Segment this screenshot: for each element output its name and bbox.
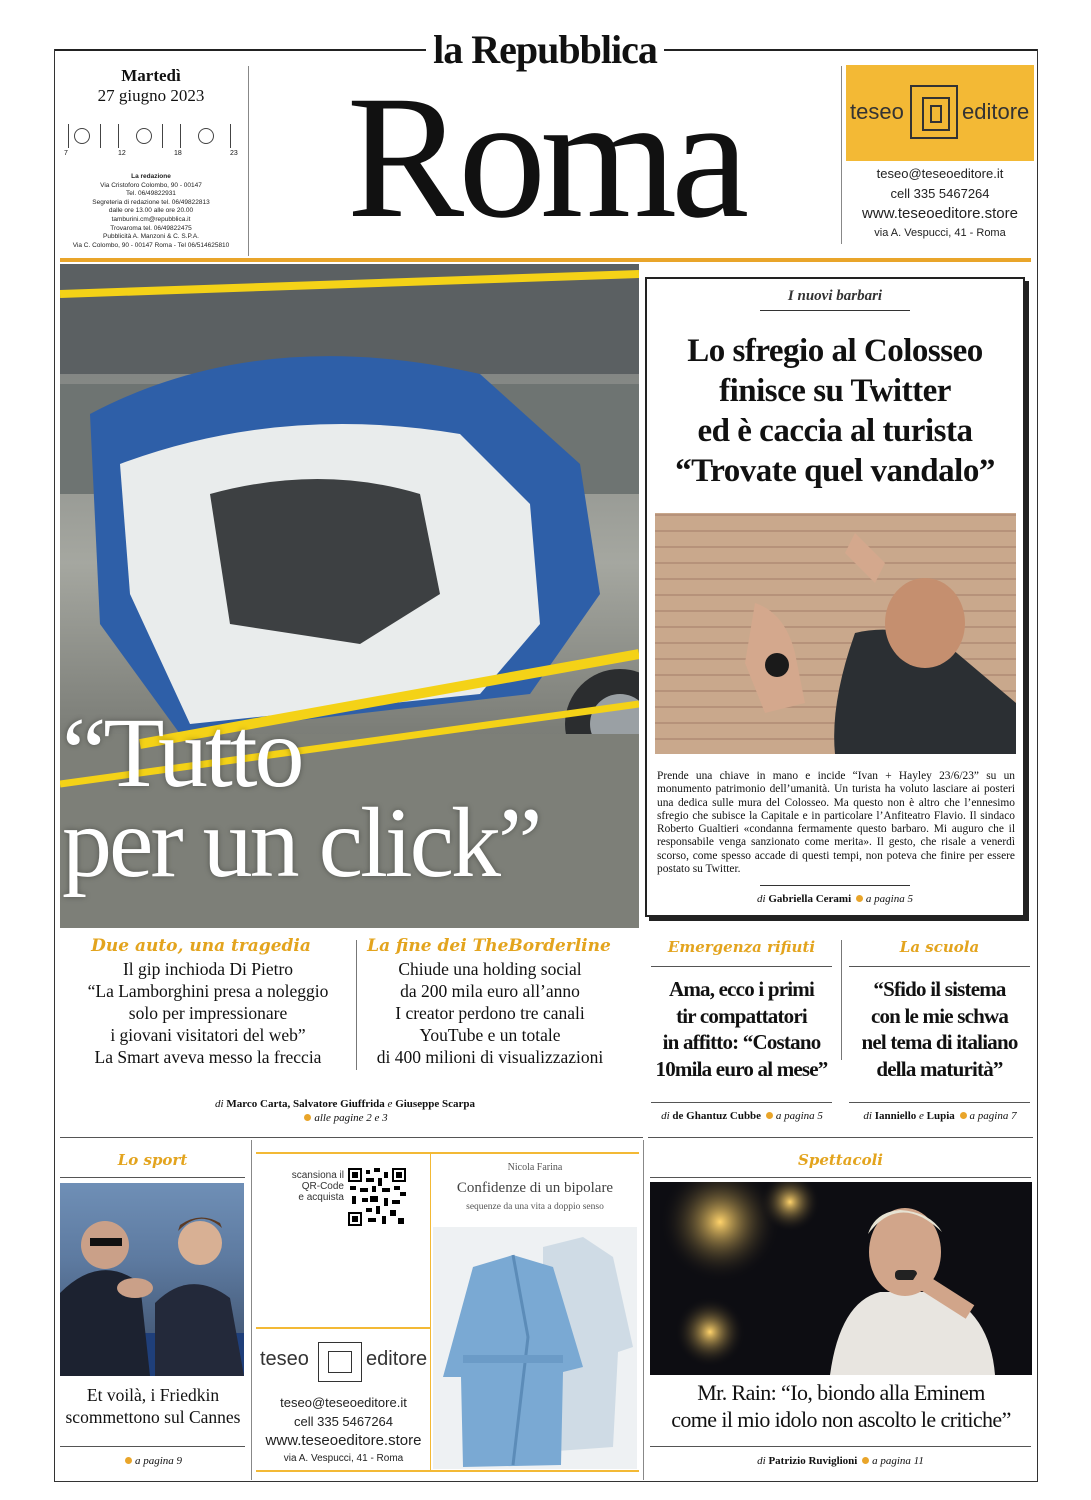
qr-code-icon[interactable] [348, 1168, 406, 1226]
divider [650, 1177, 1031, 1178]
sub-story-summary[interactable]: Il gip inchioda Di Pietro “La Lamborghini presa a noleggio solo per impressionare i giovani visitatori del web” La Smart aveva messo la freccia [87, 959, 329, 1067]
labyrinth-icon [318, 1342, 362, 1382]
divider [643, 1140, 644, 1480]
scuola-byline: di Ianniello e Lupia a pagina 7 [863, 1110, 1017, 1122]
ad-phone: cell 335 5467264 [890, 186, 990, 201]
divider [248, 66, 249, 256]
friedkin-photo[interactable] [60, 1183, 244, 1376]
colosseum-vandal-photo[interactable] [655, 513, 1016, 754]
city-title: Roma [346, 60, 744, 255]
header-orange-rule [60, 258, 1031, 262]
bullet-icon [960, 1112, 967, 1119]
divider [849, 966, 1030, 967]
masthead-rule-right [664, 49, 1038, 51]
teseo-ad-logo[interactable]: teseo editore [846, 65, 1034, 161]
divider [648, 1137, 1033, 1138]
teseo-ad-contacts [846, 164, 1034, 242]
frame-right [1037, 49, 1038, 1482]
page-ref[interactable]: a pagina 7 [969, 1110, 1017, 1122]
frame-bottom [54, 1481, 1038, 1482]
scuola-kicker: La scuola [899, 938, 980, 956]
sport-headline[interactable]: Et voilà, i Friedkin scommettono sul Cannes [65, 1385, 241, 1427]
featured-headline[interactable]: Lo sfregio al Colosseo finisce su Twitter ed è caccia al turista “Trovate quel vandalo” [675, 333, 995, 489]
main-story-byline: di Marco Carta, Salvatore Giuffrida e Giuseppe Scarpa alle pagine 2 e 3 [215, 1098, 475, 1124]
ad-website[interactable]: www.teseoeditore.store [862, 205, 1018, 222]
page-ref[interactable]: a pagina 5 [865, 893, 913, 905]
ad-border [256, 1470, 639, 1472]
weather-item: 7 12 [62, 124, 102, 160]
sub-story-summary[interactable]: Chiude una holding social da 200 mila euro all’anno I creator perdono tre canali YouTube e un totale di 400 milioni di visualizzazioni [376, 959, 604, 1067]
sun-icon [136, 128, 152, 144]
sport-kicker: Lo sport [117, 1151, 188, 1169]
divider [650, 1446, 1031, 1447]
divider [849, 1102, 1030, 1103]
bullet-icon [125, 1457, 132, 1464]
book-subtitle: sequenze da una vita a doppio senso [466, 1202, 604, 1212]
divider [841, 940, 842, 1060]
bullet-icon [856, 895, 863, 902]
qr-caption: scansiona il QR-Code e acquista [291, 1170, 344, 1203]
ad-border [256, 1327, 431, 1329]
divider [651, 966, 832, 967]
bathrobe-cover-image[interactable] [433, 1227, 637, 1469]
date-full: 27 giugno 2023 [97, 86, 205, 105]
divider [60, 1177, 245, 1178]
divider [251, 1140, 252, 1480]
ad-website[interactable]: www.teseoeditore.store [265, 1432, 422, 1449]
sub-story-kicker: La fine dei TheBorderline [367, 936, 611, 956]
emergenza-kicker: Emergenza rifiuti [667, 938, 816, 956]
divider [760, 310, 910, 311]
weather-item: 18 [124, 124, 164, 160]
teseo-ad-logo[interactable]: teseo editore [256, 1338, 431, 1386]
weather-strip [62, 124, 242, 160]
ad-address: via A. Vespucci, 41 - Roma [283, 1453, 404, 1464]
bullet-icon [862, 1457, 869, 1464]
scuola-headline[interactable]: “Sfido il sistema con le mie schwa nel tema di italiano della maturità” [861, 977, 1018, 1081]
spettacoli-kicker: Spettacoli [798, 1151, 883, 1169]
book-author: Nicola Farina [507, 1162, 563, 1173]
page-ref[interactable]: a pagina 5 [775, 1110, 823, 1122]
sun-icon [198, 128, 214, 144]
divider [651, 1102, 832, 1103]
frame-left [54, 49, 55, 1482]
bullet-icon [766, 1112, 773, 1119]
ad-email[interactable]: teseo@teseoeditore.it [876, 166, 1004, 181]
main-headline-quote[interactable]: “Tutto per un click” [62, 697, 540, 898]
teseo-ad-contacts [256, 1393, 431, 1467]
labyrinth-icon [910, 85, 958, 139]
redazione-info: La redazione Via Cristoforo Colombo, 90 - 00147 Tel. 06/49822931 Segreteria di redazione tel. 06/49822813 dalle ore 13.00 alle ore 20.00 tamburini.cm@repubblica.it Trovaroma tel. 06/49822475 Pubblicità A. Manzoni & C. S.P.A. Via C. Colombo, 90 - 00147 Roma - Tel 06/514625810 [72, 173, 230, 249]
ad-phone: cell 335 5467264 [293, 1414, 394, 1429]
sun-icon [74, 128, 90, 144]
bullet-icon [304, 1114, 311, 1121]
ad-email[interactable]: teseo@teseoeditore.it [280, 1395, 407, 1410]
featured-body: Prende una chiave in mano e incide “Ivan + Hayley 23/6/23” su un monumento patrimonio dell’umanità. Un turista ha voluto lasciare ai posteri una dedica sulle mura del Colosseo. Ma questo non è altro che l’ennesimo sfregio che subisce la Capitale e in particolare l’Anfiteatro Flavio. Il sindaco Roberto Gualtieri «condanna fermamente questo barbaro. Mi auguro che il responsabile venga sanzionato come merita». Il gesto, che risale a venerdì scorso, come spesso accade di questi tempi, non poteva che finire per essere postato su Twitter. [657, 770, 1015, 876]
date-block [60, 66, 242, 106]
featured-byline: di Gabriella Cerami a pagina 5 [757, 893, 913, 905]
spettacoli-headline[interactable]: Mr. Rain: “Io, biondo alla Eminem come il mio idolo non ascolto le critiche” [671, 1380, 1011, 1432]
featured-kicker: I nuovi barbari [787, 288, 883, 304]
page-ref[interactable]: a pagina 9 [134, 1455, 183, 1467]
ad-address: via A. Vespucci, 41 - Roma [874, 227, 1006, 239]
divider [841, 66, 842, 244]
weather-item: 23 [186, 124, 226, 160]
sub-story-kicker: Due auto, una tragedia [91, 936, 311, 956]
divider [356, 940, 357, 1070]
date-weekday: Martedì [121, 66, 181, 85]
masthead-rule-left [54, 49, 426, 51]
divider [60, 1137, 643, 1138]
divider [760, 885, 910, 886]
ad-border [256, 1152, 639, 1154]
spettacoli-byline: di Patrizio Ruviglioni a pagina 11 [757, 1455, 924, 1467]
book-title[interactable]: Confidenze di un bipolare [456, 1180, 614, 1196]
page-ref[interactable]: alle pagine 2 e 3 [314, 1112, 388, 1124]
emergenza-byline: di de Ghantuz Cubbe a pagina 5 [661, 1110, 823, 1122]
masthead-logo[interactable]: la Repubblica [433, 27, 657, 72]
sport-byline [60, 1455, 245, 1467]
divider [60, 1446, 245, 1447]
page-ref[interactable]: a pagina 11 [872, 1455, 924, 1467]
emergenza-headline[interactable]: Ama, ecco i primi tir compattatori in affitto: “Costano 10mila euro al mese” [655, 977, 828, 1081]
mr-rain-photo[interactable] [650, 1182, 1032, 1375]
